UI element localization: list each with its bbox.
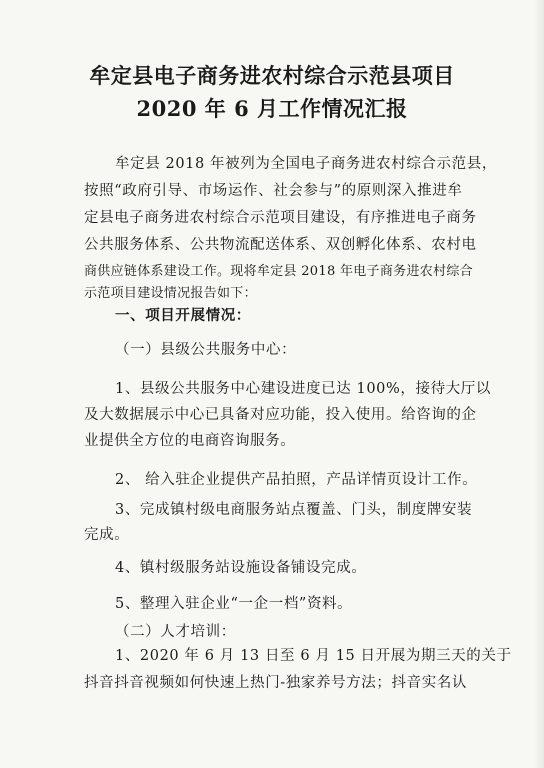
document-title-line-2: 2020 年 6 月工作情况汇报 bbox=[136, 96, 408, 121]
paragraph-line: 1、2020 年 6 月 13 日至 6 月 15 日开展为期三天的关于 bbox=[115, 648, 512, 664]
paragraph-line: 牟定县 2018 年被列为全国电子商务进农村综合示范县， bbox=[115, 156, 497, 172]
paragraph-line: 业提供全方位的电商咨询服务。 bbox=[84, 433, 296, 449]
paragraph-line: 示范项目建设情况报告如下： bbox=[84, 286, 257, 301]
paragraph-line: 5、整理入驻企业“一企一档”资料。 bbox=[115, 596, 353, 612]
paragraph-line: 2、 给入驻企业提供产品拍照，产品详情页设计工作。 bbox=[115, 472, 478, 488]
subsection-heading: （二）人才培训： bbox=[115, 624, 236, 640]
subsection-heading: （一）县级公共服务中心： bbox=[115, 342, 297, 358]
section-heading: 一、项目开展情况： bbox=[115, 307, 251, 324]
paragraph-line: 完成。 bbox=[84, 527, 130, 543]
paragraph-line: 4、镇村级服务站设施设备铺设完成。 bbox=[115, 560, 367, 576]
paragraph-line: 按照“政府引导、市场运作、社会参与”的原则深入推进牟 bbox=[84, 183, 463, 199]
page-edge-shadow bbox=[534, 0, 544, 768]
paragraph-line: 定县电子商务进农村综合示范项目建设，有序推进电子商务 bbox=[84, 210, 477, 226]
paragraph-line: 公共服务体系、公共物流配送体系、双创孵化体系、农村电 bbox=[84, 237, 477, 253]
paragraph-line: 1、县级公共服务中心建设进度已达 100%，接待大厅以 bbox=[115, 381, 491, 397]
document-title-line-1: 牟定县电子商务进农村综合示范县项目 bbox=[89, 63, 455, 88]
paragraph-line: 商供应链体系建设工作。现将牟定县 2018 年电子商务进农村综合 bbox=[84, 264, 473, 279]
paragraph-line: 及大数据展示中心已具备对应功能，投入使用。给咨询的企 bbox=[84, 407, 477, 423]
paragraph-line: 3、完成镇村级电商服务站点覆盖、门头，制度牌安装 bbox=[115, 502, 473, 518]
paragraph-line: 抖音抖音视频如何快速上热门-独家养号方法；抖音实名认 bbox=[84, 675, 467, 691]
